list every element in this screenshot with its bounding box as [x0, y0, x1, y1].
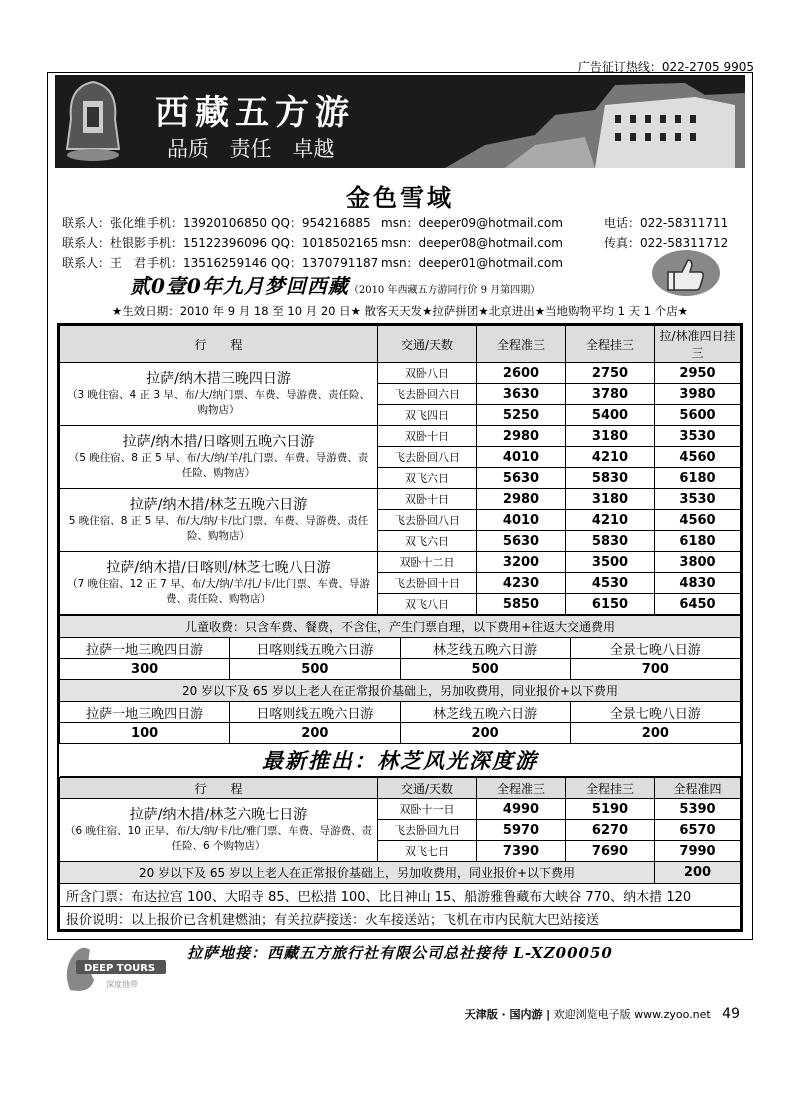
price-cell: 500 — [230, 659, 400, 680]
col-header-std3: 全程准三 — [477, 326, 566, 363]
category-cell: 拉萨一地三晚四日游 — [60, 702, 230, 723]
contact-phone: 电话：022-58311711 — [604, 216, 729, 230]
price-cell: 6180 — [655, 468, 741, 489]
price-cell: 3980 — [655, 384, 741, 405]
contact-mobile: 手机：13920106850 — [147, 216, 267, 230]
footer-separator: | — [546, 1008, 551, 1021]
route-title: 拉萨/纳木措/日喀则五晚六日游 — [122, 434, 315, 450]
transport-cell: 双飞六日 — [378, 531, 477, 552]
senior-fee-note: 20 岁以下及 65 岁以上老人在正常报价基础上，另加收费用，同业报价+以下费用 — [60, 862, 655, 884]
contact-mobile: 手机：15122396096 — [147, 236, 267, 250]
route-cell — [60, 552, 378, 615]
contact-qq: QQ：1370791187 — [271, 256, 379, 270]
price-table — [57, 323, 743, 932]
linzhi-table — [59, 777, 741, 930]
contact-mobile: 手机：13516259146 — [147, 256, 267, 270]
contact-msn: msn：deeper09@hotmail.com — [381, 216, 563, 230]
senior-fee-note: 20 岁以下及 65 岁以上老人在正常报价基础上，另加收费用，同业报价+以下费用 — [60, 680, 741, 702]
price-cell: 200 — [570, 723, 740, 744]
section-title-linzhi: 最新推出：林芝风光深度游 — [60, 744, 741, 777]
category-cell: 日喀则线五晚六日游 — [230, 638, 400, 659]
price-cell: 4830 — [655, 573, 741, 594]
price-cell: 4210 — [566, 510, 655, 531]
subtitle — [130, 270, 540, 299]
price-cell: 6270 — [566, 820, 655, 841]
price-cell: 3200 — [477, 552, 566, 573]
banner-title: 西藏五方游 — [155, 93, 355, 133]
table-row — [60, 659, 741, 680]
thumbs-up-icon — [650, 248, 722, 298]
price-cell: 6150 — [566, 594, 655, 615]
price-cell: 2950 — [655, 363, 741, 384]
price-cell: 7990 — [655, 841, 741, 862]
table-row — [60, 363, 741, 384]
banner-slogan: 品质 责任 卓越 — [167, 137, 335, 161]
transport-cell: 双卧十日 — [378, 426, 477, 447]
price-cell: 4530 — [566, 573, 655, 594]
contact-msn: msn：deeper08@hotmail.com — [381, 236, 563, 250]
price-cell: 2750 — [566, 363, 655, 384]
contact-qq: QQ：954216885 — [271, 216, 371, 230]
price-cell: 3630 — [477, 384, 566, 405]
route-cell — [60, 799, 378, 862]
col-header-transport: 交通/天数 — [378, 778, 477, 799]
price-cell: 2980 — [477, 489, 566, 510]
price-cell: 200 — [655, 862, 741, 884]
price-cell: 4230 — [477, 573, 566, 594]
price-cell: 3800 — [655, 552, 741, 573]
table-row — [60, 426, 741, 447]
col-header-route: 行 程 — [60, 326, 378, 363]
col-header-std3: 全程准三 — [477, 778, 566, 799]
price-cell: 5850 — [477, 594, 566, 615]
price-cell: 6570 — [655, 820, 741, 841]
price-cell: 4560 — [655, 510, 741, 531]
contact-row — [62, 213, 728, 233]
category-cell: 日喀则线五晚六日游 — [230, 702, 400, 723]
contact-row — [62, 233, 728, 253]
table-row — [60, 799, 741, 820]
child-fee-note: 儿童收费：只含车费、餐费，不含住，产生门票自理，以下费用+往返大交通费用 — [60, 616, 741, 638]
transport-cell: 飞去卧回八日 — [378, 447, 477, 468]
transport-cell: 双卧十一日 — [378, 799, 477, 820]
contact-qq: QQ：1018502165 — [271, 236, 379, 250]
transport-cell: 飞去卧回八日 — [378, 510, 477, 531]
subtitle-note: （2010 年西藏五方游同行价 9 月第四期） — [348, 285, 541, 296]
category-cell: 全景七晚八日游 — [570, 638, 740, 659]
title-golden-snow-land: 金色雪域 — [346, 183, 454, 212]
route-cell — [60, 426, 378, 489]
price-cell: 5630 — [477, 531, 566, 552]
category-cell: 林芝线五晚六日游 — [400, 702, 570, 723]
table-row — [60, 638, 741, 659]
transport-cell: 双卧十二日 — [378, 552, 477, 573]
price-cell: 7390 — [477, 841, 566, 862]
category-cell: 全景七晚八日游 — [570, 702, 740, 723]
route-title: 拉萨/纳木措/林芝六晚七日游 — [129, 807, 308, 823]
category-cell: 林芝线五晚六日游 — [400, 638, 570, 659]
price-cell: 5250 — [477, 405, 566, 426]
price-cell: 5630 — [477, 468, 566, 489]
price-cell: 6180 — [655, 531, 741, 552]
route-detail: （3 晚住宿、4 正 3 早、布/大/纳门票、车费、导游费、责任险、购物店） — [67, 389, 370, 416]
price-cell: 5390 — [655, 799, 741, 820]
price-cell: 2980 — [477, 426, 566, 447]
price-cell: 5830 — [566, 531, 655, 552]
page-number: 49 — [722, 1006, 740, 1022]
transport-cell: 飞去卧回六日 — [378, 384, 477, 405]
child-senior-table — [59, 615, 741, 777]
price-cell: 500 — [400, 659, 570, 680]
ad-hotline: 广告征订热线：022-2705 9905 — [577, 60, 754, 74]
col-header-std4: 全程准四 — [655, 778, 741, 799]
table-row — [60, 552, 741, 573]
subtitle-text: 贰0壹0年九月梦回西藏 — [130, 274, 349, 298]
price-cell: 5970 — [477, 820, 566, 841]
col-header-linzhi: 拉/林准四日挂三 — [655, 326, 741, 363]
route-cell — [60, 363, 378, 426]
category-cell: 拉萨一地三晚四日游 — [60, 638, 230, 659]
contact-msn: msn：deeper01@hotmail.com — [381, 256, 563, 270]
price-cell: 200 — [400, 723, 570, 744]
price-cell: 3180 — [566, 489, 655, 510]
price-cell: 4010 — [477, 447, 566, 468]
footer-website: 欢迎浏览电子版 www.zyoo.net — [553, 1008, 711, 1021]
price-cell: 7690 — [566, 841, 655, 862]
page-footer — [465, 1006, 740, 1022]
route-cell — [60, 489, 378, 552]
route-detail: （5 晚住宿、8 正 5 早、布/大/纳/羊/扎门票、车费、导游费、责任险、购物店） — [68, 452, 369, 479]
price-cell: 4560 — [655, 447, 741, 468]
table-row — [60, 702, 741, 723]
price-cell: 3780 — [566, 384, 655, 405]
logo-subtext: 深度地带 — [106, 980, 138, 989]
price-cell: 200 — [230, 723, 400, 744]
col-header-route: 行 程 — [60, 778, 378, 799]
route-detail: （6 晚住宿、10 正早、布/大/纳/卡/比/雅门票、车费、导游费、责任险、6 个购物店） — [65, 825, 372, 852]
footer-edition: 天津版 · 国内游 — [464, 1008, 543, 1021]
contact-name: 联系人：王 君 — [62, 256, 147, 270]
transport-cell: 双卧八日 — [378, 363, 477, 384]
transport-cell: 飞去卧回九日 — [378, 820, 477, 841]
contact-list — [62, 213, 728, 273]
validity-line: ★生效日期：2010 年 9 月 18 至 10 月 20 日★ 散客天天发★拉萨拼团★北京进出★当地购物平均 1 天 1 个店★ — [111, 304, 689, 318]
table-row — [60, 862, 741, 884]
price-cell: 3530 — [655, 489, 741, 510]
quote-note: 报价说明：以上报价已含机建燃油；有关拉萨接送：火车接送站；飞机在市内民航大巴站接送 — [60, 907, 741, 930]
transport-cell: 双飞八日 — [378, 594, 477, 615]
price-cell: 100 — [60, 723, 230, 744]
route-detail: 5 晚住宿、8 正 5 早、布/大/纳/卡/比门票、车费、导游费、责任险、购物店） — [68, 515, 369, 542]
price-cell: 5830 — [566, 468, 655, 489]
route-title: 拉萨/纳木措/日喀则/林芝七晚八日游 — [106, 560, 331, 576]
price-cell: 2600 — [477, 363, 566, 384]
price-cell: 700 — [570, 659, 740, 680]
price-cell: 3180 — [566, 426, 655, 447]
contact-fax: 传真：022-58311712 — [604, 236, 729, 250]
price-cell: 5400 — [566, 405, 655, 426]
col-header-transport: 交通/天数 — [378, 326, 477, 363]
price-cell: 300 — [60, 659, 230, 680]
potala-palace-icon — [445, 75, 745, 168]
logo-text: DEEP TOURS — [84, 963, 156, 974]
table-header-row — [60, 326, 741, 363]
transport-cell: 双飞六日 — [378, 468, 477, 489]
transport-cell: 双卧十日 — [378, 489, 477, 510]
transport-cell: 飞去卧回十日 — [378, 573, 477, 594]
price-cell: 5190 — [566, 799, 655, 820]
col-header-rated3: 全程挂三 — [566, 778, 655, 799]
tibetan-emblem-icon — [63, 79, 123, 164]
price-cell: 4010 — [477, 510, 566, 531]
price-cell: 3530 — [655, 426, 741, 447]
table-header-row — [60, 778, 741, 799]
header-banner — [55, 75, 745, 168]
route-title: 拉萨/纳木措三晚四日游 — [146, 371, 291, 387]
route-detail: （7 晚住宿、12 正 7 早、布/大/纳/羊/扎/卡/比门票、车费、导游费、责任险、购物店） — [67, 578, 370, 605]
contact-name: 联系人：杜银影 — [62, 236, 147, 250]
price-cell: 5600 — [655, 405, 741, 426]
route-title: 拉萨/纳木措/林芝五晚六日游 — [129, 497, 308, 513]
table-row — [60, 723, 741, 744]
price-cell: 6450 — [655, 594, 741, 615]
local-agency: 拉萨地接：西藏五方旅行社有限公司总社接待 L-XZ00050 — [187, 944, 613, 962]
price-cell: 3500 — [566, 552, 655, 573]
col-header-rated3: 全程挂三 — [566, 326, 655, 363]
price-cell: 4210 — [566, 447, 655, 468]
price-cell: 4990 — [477, 799, 566, 820]
transport-cell: 双飞七日 — [378, 841, 477, 862]
included-tickets: 所含门票：布达拉宫 100、大昭寺 85、巴松措 100、比日神山 15、船游雅鲁藏布大峡谷 770、纳木措 120 — [60, 884, 741, 907]
contact-name: 联系人：张化维 — [62, 216, 147, 230]
table-row — [60, 489, 741, 510]
transport-cell: 双飞四日 — [378, 405, 477, 426]
